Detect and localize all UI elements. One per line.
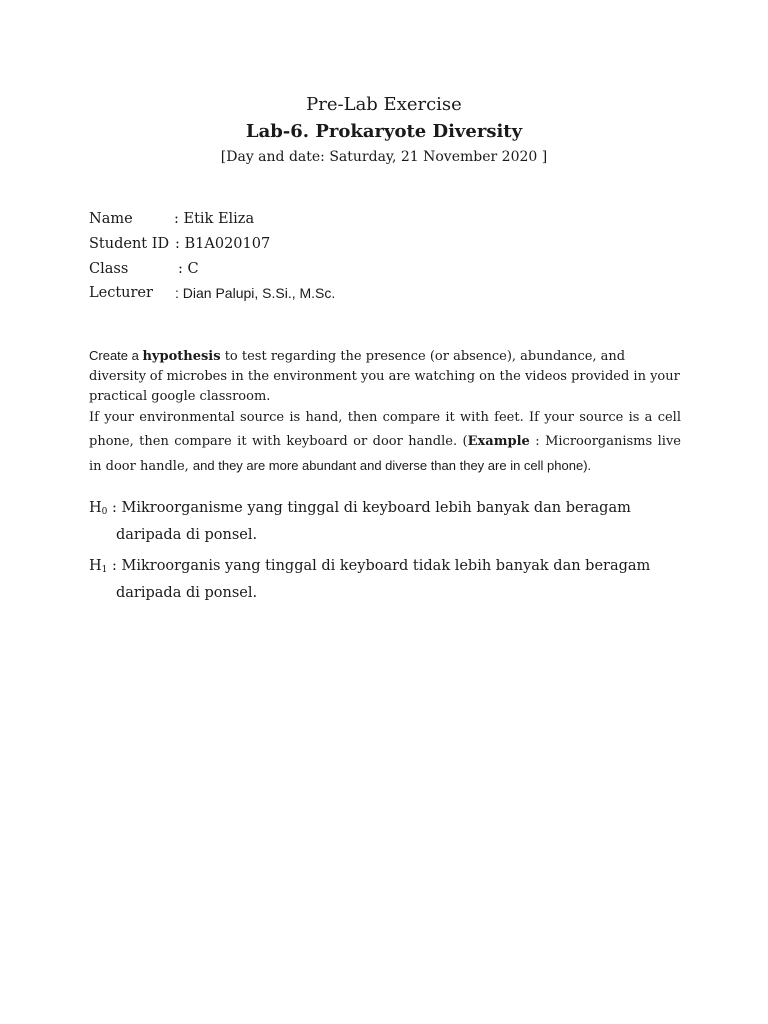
h0-line2: daripada di ponsel. <box>116 527 258 543</box>
h0-subscript: 0 <box>101 507 108 517</box>
h0-line1: : Mikroorganisme yang tinggal di keyboard lebih banyak dan beragam <box>107 500 631 516</box>
h1-symbol <box>89 555 107 582</box>
name-value: : Etik Eliza <box>174 211 255 227</box>
lecturer-label: Lecturer <box>89 285 153 301</box>
instruction-p1-rest1: to test regarding the presence (or absence), abundance, and diversity <box>89 349 626 384</box>
lecturer-value: : Dian Palupi, S.Si., M.Sc. <box>175 285 336 301</box>
lab-title: Lab-6. Prokaryote Diversity <box>245 121 523 142</box>
instructions <box>89 346 681 479</box>
instruction-p1-start: Create a <box>89 348 143 363</box>
h1-subscript: 1 <box>101 565 108 575</box>
h1-line1: : Mikroorganis yang tinggal di keyboard tidak lebih banyak dan beragam <box>107 558 651 574</box>
h0-letter: H <box>89 500 102 516</box>
pre-lab-title: Pre-Lab Exercise <box>306 94 462 115</box>
class-label: Class <box>89 261 129 277</box>
instruction-p1-rest2: of microbes in the environment you are watching on the videos provided in your practical google classroom. <box>89 369 680 404</box>
instruction-p2-sans: and they are more abundant and diverse than they are in cell phone). <box>192 458 592 473</box>
instruction-paragraph-1 <box>89 346 681 406</box>
example-keyword: Example <box>467 434 530 449</box>
instruction-p2-mid: : Microorganisms live in door handle, <box>89 434 681 474</box>
h0-symbol <box>89 497 107 524</box>
hypothesis-null <box>89 497 689 547</box>
instruction-p2-start: If your environmental source is hand, then compare it with feet. If your source is a cell phone, then compare it with keyboard or door handle. ( <box>89 410 681 449</box>
name-label: Name <box>89 211 133 227</box>
instruction-paragraph-2 <box>89 406 681 479</box>
student-id-label: Student ID <box>89 236 170 252</box>
hypothesis-keyword: hypothesis <box>142 349 221 364</box>
hypothesis-alternative <box>89 555 689 605</box>
date-line: [Day and date: Saturday, 21 November 2020 ] <box>220 149 548 165</box>
h1-letter: H <box>89 558 102 574</box>
student-id-value: : B1A020107 <box>175 236 271 252</box>
class-value: : C <box>178 261 199 277</box>
h1-line2: daripada di ponsel. <box>116 585 258 601</box>
